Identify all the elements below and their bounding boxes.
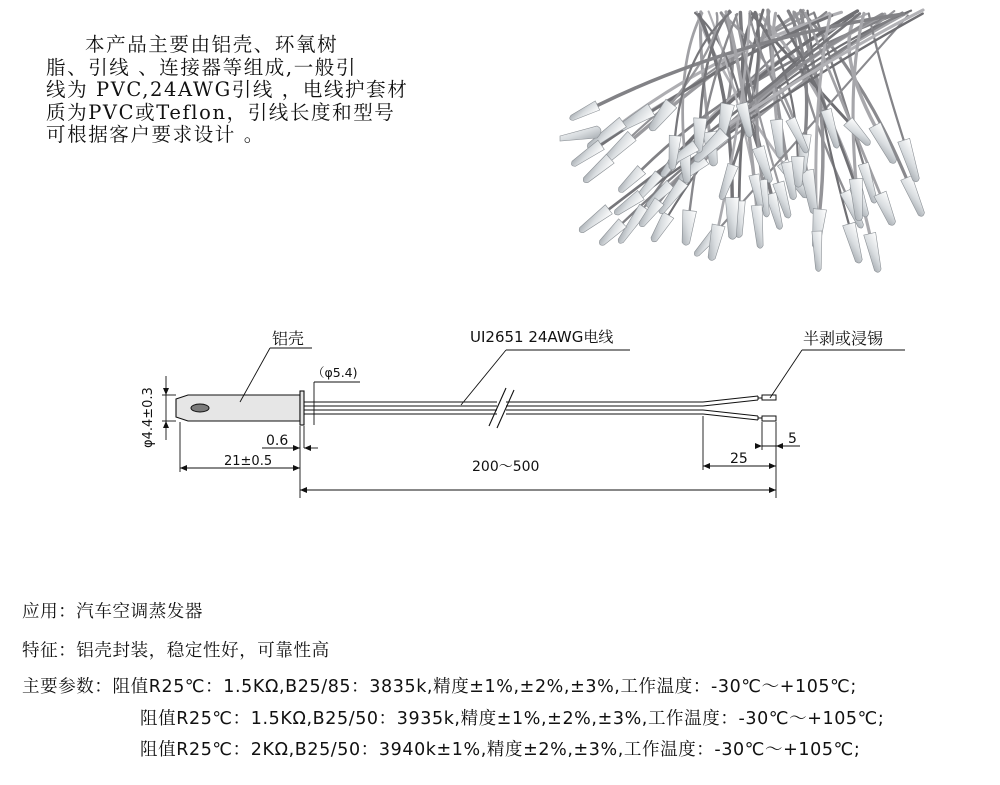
feature-line: 特征：铝壳封装，稳定性好，可靠性高 (22, 641, 330, 661)
label-wire: UI2651 24AWG电线 (470, 328, 614, 346)
param-value: 阻值R25℃：1.5KΩ,B25/85：3835k,精度±1%,±2%,±3%,工作温度：-30℃～+105℃; (112, 677, 857, 697)
dim-tin-length: 5 (788, 431, 797, 447)
dim-strip-length: 25 (730, 451, 748, 467)
intro-line: 质为PVC或Teflon，引线长度和型号 (46, 100, 396, 124)
label-shell: 铝壳 (272, 329, 305, 348)
dim-flange-diameter: （φ5.4) (312, 365, 358, 380)
dimension-drawing (0, 300, 1000, 520)
dim-housing-diameter: φ4.4±0.3 (141, 387, 156, 448)
params-label: 主要参数： (22, 677, 113, 697)
dim-wire-length: 200～500 (472, 459, 540, 475)
params-line-1 (22, 673, 857, 698)
label-end: 半剥或浸锡 (803, 329, 884, 348)
params-line-2: 阻值R25℃：1.5KΩ,B25/50：3935k,精度±1%,±2%,±3%,工作温度：-30℃～+105℃; (140, 709, 885, 729)
intro-line: 本产品主要由铝壳、环氧树 (85, 33, 339, 56)
wire-pair (304, 395, 776, 421)
intro-line: 线为 PVC,24AWG引线 ，电线护套材 (46, 78, 409, 101)
intro-paragraph (46, 34, 431, 147)
dim-housing-length: 21±0.5 (224, 454, 273, 469)
product-photo (555, 8, 935, 276)
application-line: 应用：汽车空调蒸发器 (22, 602, 203, 622)
sensor-housing (176, 391, 304, 425)
dim-flange-thickness: 0.6 (266, 433, 289, 449)
intro-line: 脂、引线 、连接器等组成,一般引 (46, 55, 357, 79)
params-line-3: 阻值R25℃：2KΩ,B25/50：3940k±1%,精度±2%,±3%,工作温度：-30℃～+105℃; (140, 740, 861, 760)
break-mark (489, 388, 514, 428)
intro-line: 可根据客户要求设计 。 (46, 123, 265, 146)
